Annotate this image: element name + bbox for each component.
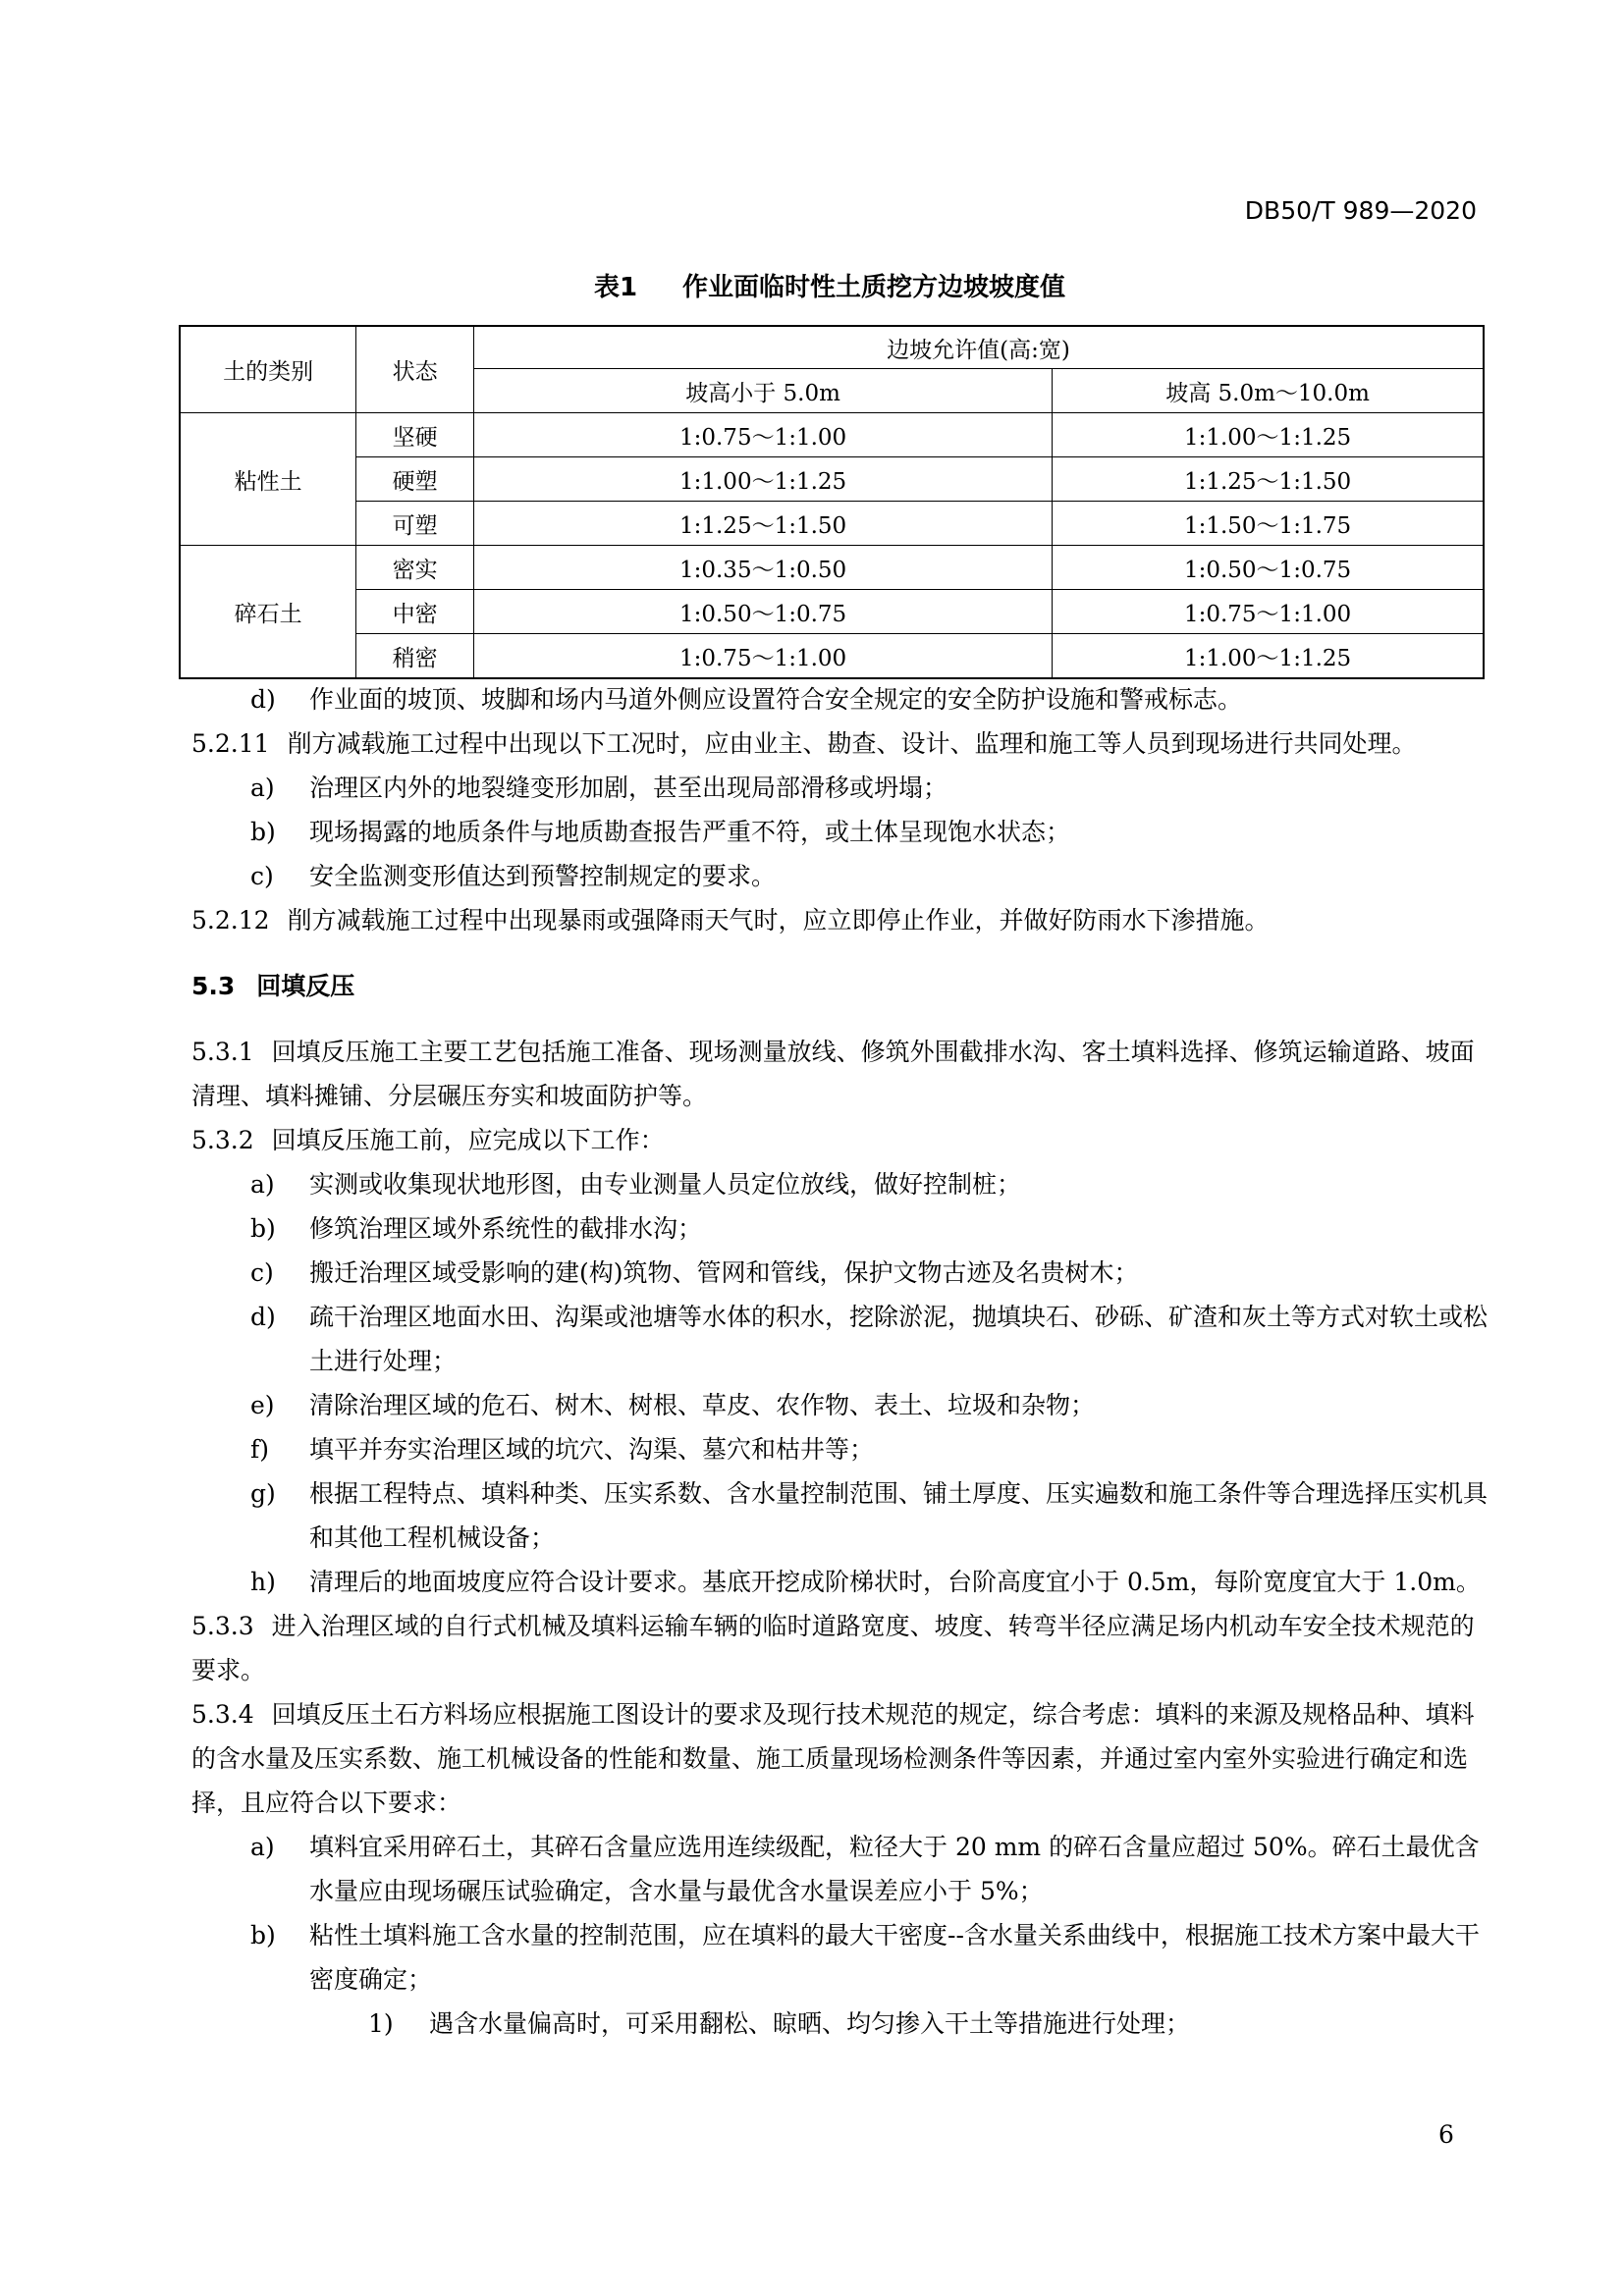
item-text: 现场揭露的地质条件与地质勘查报告严重不符，或土体呈现饱水状态； [309,818,1071,846]
item-text: 粘性土填料施工含水量的控制范围，应在填料的最大干密度--含水量关系曲线中，根据施工技术方案中最大干密度确定； [309,1921,1480,1994]
section-title: 回填反压 [256,972,355,1000]
sub-list-item [191,2002,1488,2046]
state-cell: 硬塑 [356,457,474,502]
header-low-slope: 坡高小于 5.0m [474,369,1053,413]
high-value-cell: 1:0.75～1:1.00 [1053,590,1484,634]
item-label: f) [250,1435,270,1464]
item-text: 根据工程特点、填料种类、压实系数、含水量控制范围、铺土厚度、压实遍数和施工条件等合理选择压实机具和其他工程机械设备； [309,1479,1489,1552]
clause-text: 削方减载施工过程中出现以下工况时，应由业主、勘查、设计、监理和施工等人员到现场进行共同处理。 [287,729,1417,758]
list-item [191,1206,1488,1251]
list-item [191,1471,1488,1560]
clause-number: 5.3.2 [191,1126,254,1154]
list-item [191,1825,1488,1913]
clause-text: 削方减载施工过程中出现暴雨或强降雨天气时，应立即停止作业，并做好防雨水下渗措施。 [287,906,1270,934]
low-value-cell: 1:0.75～1:1.00 [474,413,1053,457]
item-label: a) [250,1833,275,1861]
list-item [191,1162,1488,1206]
clause-5-3-4 [191,1692,1488,1825]
header-high-slope: 坡高 5.0m～10.0m [1053,369,1484,413]
list-item [191,1913,1488,2002]
clause-5-2-12 [191,898,1488,942]
high-value-cell: 1:0.50～1:0.75 [1053,546,1484,590]
clause-text: 回填反压施工前，应完成以下工作： [271,1126,665,1154]
item-label: b) [250,1214,276,1243]
item-label: d) [250,1303,276,1331]
clause-5-3-1 [191,1030,1488,1118]
state-cell: 中密 [356,590,474,634]
item-text: 作业面的坡顶、坡脚和场内马道外侧应设置符合安全规定的安全防护设施和警戒标志。 [309,685,1243,714]
item-label: a) [250,1170,275,1199]
item-label: a) [250,774,275,802]
item-label: 1) [368,2009,394,2038]
table-row [180,590,1484,634]
document-body [191,677,1488,2046]
item-text: 搬迁治理区域受影响的建(构)筑物、管网和管线，保护文物古迹及名贵树木； [309,1258,1139,1287]
state-cell: 稍密 [356,634,474,679]
header-allowable: 边坡允许值(高:宽) [474,326,1484,369]
page-number: 6 [1438,2120,1454,2149]
clause-5-3-2 [191,1118,1488,1162]
clause-number: 5.3.1 [191,1038,254,1066]
item-label: d) [250,685,276,714]
item-text: 实测或收集现状地形图，由专业测量人员定位放线，做好控制桩； [309,1170,1022,1199]
item-label: g) [250,1479,276,1508]
table-row [180,502,1484,546]
state-cell: 可塑 [356,502,474,546]
item-text: 治理区内外的地裂缝变形加剧，甚至出现局部滑移或坍塌； [309,774,948,802]
document-code: DB50/T 989—2020 [1244,196,1477,225]
high-value-cell: 1:1.00～1:1.25 [1053,634,1484,679]
low-value-cell: 1:1.25～1:1.50 [474,502,1053,546]
clause-number: 5.3.4 [191,1700,254,1729]
section-heading-5-3 [191,964,1488,1008]
table-row [180,413,1484,457]
list-item [191,766,1488,810]
list-item [191,1383,1488,1427]
clause-text: 回填反压施工主要工艺包括施工准备、现场测量放线、修筑外围截排水沟、客土填料选择、修筑运输道路、坡面清理、填料摊铺、分层碾压夯实和坡面防护等。 [191,1038,1475,1110]
header-state: 状态 [356,326,474,413]
table-row [180,546,1484,590]
high-value-cell: 1:1.00～1:1.25 [1053,413,1484,457]
item-text: 疏干治理区地面水田、沟渠或池塘等水体的积水，挖除淤泥，抛填块石、砂砾、矿渣和灰土等方式对软土或松土进行处理； [309,1303,1489,1375]
item-text: 填料宜采用碎石土，其碎石含量应选用连续级配，粒径大于 20 mm 的碎石含量应超过 50%。碎石土最优含水量应由现场碾压试验确定，含水量与最优含水量误差应小于 5%； [309,1833,1480,1905]
item-text: 安全监测变形值达到预警控制规定的要求。 [309,862,777,890]
item-label: e) [250,1391,275,1419]
list-item [191,1560,1488,1604]
low-value-cell: 1:1.00～1:1.25 [474,457,1053,502]
item-text: 填平并夯实治理区域的坑穴、沟渠、墓穴和枯井等； [309,1435,875,1464]
high-value-cell: 1:1.50～1:1.75 [1053,502,1484,546]
list-item [191,1251,1488,1295]
table-row [180,457,1484,502]
state-cell: 坚硬 [356,413,474,457]
item-text: 清除治理区域的危石、树木、树根、草皮、农作物、表土、垃圾和杂物； [309,1391,1096,1419]
low-value-cell: 1:0.50～1:0.75 [474,590,1053,634]
clause-text: 回填反压土石方料场应根据施工图设计的要求及现行技术规范的规定，综合考虑：填料的来源及规格品种、填料的含水量及压实系数、施工机械设备的性能和数量、施工质量现场检测条件等因素，并通过室内室外实验进行确定和选择，且应符合以下要求： [191,1700,1475,1817]
item-label: c) [250,1258,274,1287]
section-number: 5.3 [191,972,236,1000]
list-item [191,810,1488,854]
list-item [191,677,1488,721]
table-number: 表1 [593,273,638,302]
low-value-cell: 1:0.75～1:1.00 [474,634,1053,679]
item-label: c) [250,862,274,890]
clause-text: 进入治理区域的自行式机械及填料运输车辆的临时道路宽度、坡度、转弯半径应满足场内机动车安全技术规范的要求。 [191,1612,1475,1684]
item-text: 清理后的地面坡度应符合设计要求。基底开挖成阶梯状时，台阶高度宜小于 0.5m，每阶宽度宜大于 1.0m。 [309,1568,1481,1596]
high-value-cell: 1:1.25～1:1.50 [1053,457,1484,502]
clause-number: 5.2.12 [191,906,270,934]
state-cell: 密实 [356,546,474,590]
slope-table [179,325,1485,679]
table-title [177,267,1483,303]
item-label: b) [250,818,276,846]
low-value-cell: 1:0.35～1:0.50 [474,546,1053,590]
list-item [191,854,1488,898]
clause-number: 5.2.11 [191,729,270,758]
list-item [191,1427,1488,1471]
item-text: 遇含水量偏高时，可采用翻松、晾晒、均匀掺入干土等措施进行处理； [429,2009,1191,2038]
header-soil-type: 土的类别 [180,326,356,413]
clause-5-3-3 [191,1604,1488,1692]
table-caption: 作业面临时性土质挖方边坡坡度值 [682,273,1066,302]
soil-cell: 粘性土 [180,413,356,546]
clause-number: 5.3.3 [191,1612,254,1640]
item-label: b) [250,1921,276,1949]
list-item [191,1295,1488,1383]
soil-cell: 碎石土 [180,546,356,679]
clause-5-2-11 [191,721,1488,766]
item-label: h) [250,1568,276,1596]
item-text: 修筑治理区域外系统性的截排水沟； [309,1214,703,1243]
table-row [180,634,1484,679]
